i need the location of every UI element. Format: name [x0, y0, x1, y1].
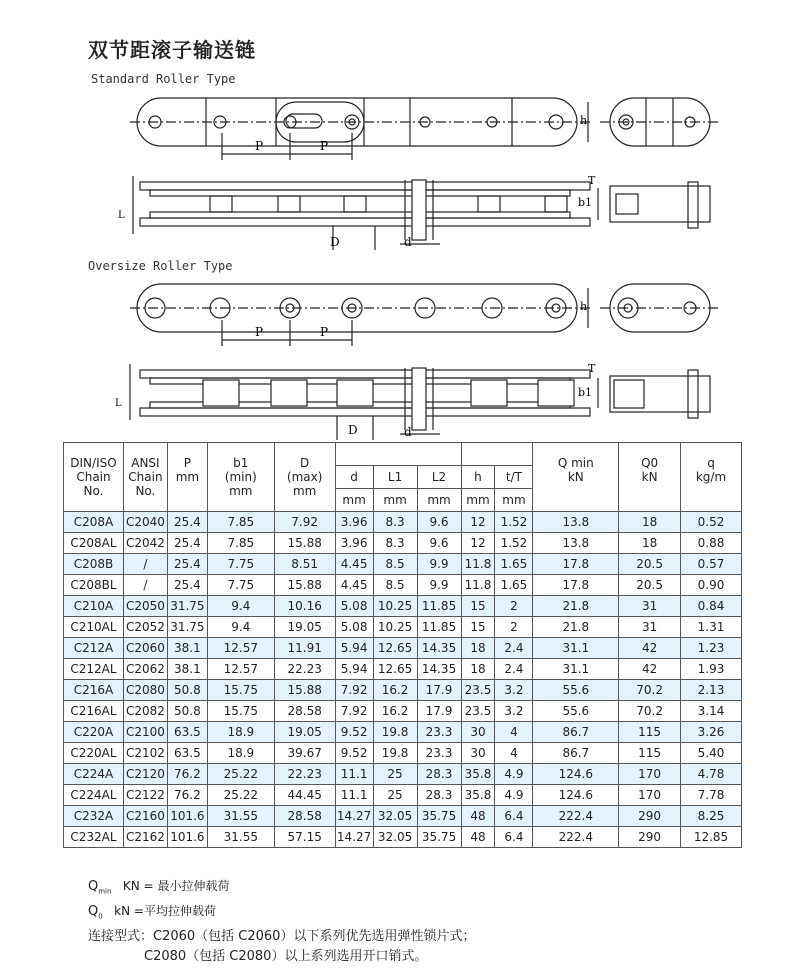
table-cell: 22.23	[274, 659, 335, 680]
table-cell: C2122	[123, 785, 167, 806]
table-cell: /	[123, 575, 167, 596]
table-cell: C224AL	[64, 785, 124, 806]
table-cell: 1.52	[495, 512, 533, 533]
table-cell: 2.13	[681, 680, 742, 701]
table-cell: C2120	[123, 764, 167, 785]
note-qmin: $Q_{min}$ KN = 最小拉伸载荷	[88, 879, 230, 896]
table-cell: 4.78	[681, 764, 742, 785]
table-cell: 31	[619, 617, 681, 638]
col-q-min: Q min kN	[533, 443, 619, 512]
col-l2: L2	[417, 466, 461, 489]
table-cell: 8.5	[373, 554, 417, 575]
table-cell: 35.8	[461, 785, 495, 806]
table-cell: 19.05	[274, 722, 335, 743]
table-cell: 101.6	[167, 827, 207, 848]
table-cell: 31	[619, 596, 681, 617]
table-cell: 9.4	[207, 596, 274, 617]
table-cell: 23.5	[461, 701, 495, 722]
table-cell: 6.4	[495, 827, 533, 848]
group-header-blank	[461, 443, 533, 466]
table-cell: 19.8	[373, 722, 417, 743]
table-cell: 19.8	[373, 743, 417, 764]
table-cell: C2060	[123, 638, 167, 659]
standard-roller-label: Standard Roller Type	[91, 72, 236, 86]
table-cell: 21.8	[533, 617, 619, 638]
table-cell: C2102	[123, 743, 167, 764]
table-cell: 50.8	[167, 701, 207, 722]
table-cell: 0.90	[681, 575, 742, 596]
table-cell: 38.1	[167, 638, 207, 659]
table-cell: 7.92	[335, 701, 373, 722]
table-cell: 8.51	[274, 554, 335, 575]
table-cell: C2040	[123, 512, 167, 533]
table-cell: 28.3	[417, 785, 461, 806]
table-cell: 7.92	[335, 680, 373, 701]
table-cell: 63.5	[167, 743, 207, 764]
note-connection-type-2: C2080（包括 C2080）以上系列选用开口销式。	[144, 948, 428, 964]
pitch-label: P	[255, 139, 264, 153]
table-cell: 28.58	[274, 806, 335, 827]
height-label: h	[580, 114, 588, 127]
table-cell: 25.22	[207, 764, 274, 785]
table-cell: 76.2	[167, 764, 207, 785]
unit-mm: mm	[335, 489, 373, 512]
table-cell: 20.5	[619, 575, 681, 596]
table-cell: 28.58	[274, 701, 335, 722]
table-row	[64, 785, 742, 806]
table-cell: 25.4	[167, 512, 207, 533]
table-cell: C2162	[123, 827, 167, 848]
table-row	[64, 617, 742, 638]
table-cell: 124.6	[533, 785, 619, 806]
unit-mm: mm	[495, 489, 533, 512]
height-label: h	[580, 300, 588, 313]
table-cell: 57.15	[274, 827, 335, 848]
table-cell: 1.93	[681, 659, 742, 680]
table-cell: 86.7	[533, 722, 619, 743]
table-cell: 32.05	[373, 827, 417, 848]
table-cell: 15.75	[207, 701, 274, 722]
col-d-max: D (max) mm	[274, 443, 335, 512]
table-cell: 5.08	[335, 596, 373, 617]
table-cell: C216AL	[64, 701, 124, 722]
table-cell: 8.3	[373, 533, 417, 554]
length-label: L	[115, 398, 122, 409]
table-cell: 20.5	[619, 554, 681, 575]
pitch-label: P	[320, 325, 329, 339]
table-cell: 16.2	[373, 701, 417, 722]
table-cell: 15.88	[274, 533, 335, 554]
col-t: t/T	[495, 466, 533, 489]
table-cell: 8.5	[373, 575, 417, 596]
table-cell: 50.8	[167, 680, 207, 701]
table-cell: 1.23	[681, 638, 742, 659]
table-cell: 18	[619, 533, 681, 554]
table-cell: 35.75	[417, 827, 461, 848]
table-cell: 7.92	[274, 512, 335, 533]
table-cell: 222.4	[533, 827, 619, 848]
pin-diameter-label: d	[404, 425, 412, 439]
table-row	[64, 806, 742, 827]
table-cell: 222.4	[533, 806, 619, 827]
table-cell: C208B	[64, 554, 124, 575]
table-cell: 7.85	[207, 533, 274, 554]
table-cell: 115	[619, 722, 681, 743]
table-cell: 4.45	[335, 554, 373, 575]
table-cell: 48	[461, 827, 495, 848]
table-cell: 101.6	[167, 806, 207, 827]
table-cell: 31.75	[167, 596, 207, 617]
table-cell: 14.35	[417, 659, 461, 680]
table-cell: 15.75	[207, 680, 274, 701]
table-cell: 1.52	[495, 533, 533, 554]
table-cell: 2	[495, 617, 533, 638]
table-cell: C2100	[123, 722, 167, 743]
roller-diameter-label: D	[330, 235, 340, 249]
table-cell: 9.4	[207, 617, 274, 638]
table-cell: 6.4	[495, 806, 533, 827]
table-cell: 32.05	[373, 806, 417, 827]
table-cell: 0.57	[681, 554, 742, 575]
table-cell: C208A	[64, 512, 124, 533]
table-cell: 17.9	[417, 680, 461, 701]
table-cell: 31.1	[533, 659, 619, 680]
table-cell: 11.1	[335, 764, 373, 785]
table-cell: 35.8	[461, 764, 495, 785]
table-cell: C212A	[64, 638, 124, 659]
table-cell: 115	[619, 743, 681, 764]
note-q0: $Q_0$ kN =平均拉伸载荷	[88, 904, 216, 921]
table-cell: 28.3	[417, 764, 461, 785]
table-cell: 5.94	[335, 659, 373, 680]
table-cell: 11.1	[335, 785, 373, 806]
table-cell: 4.45	[335, 575, 373, 596]
pitch-label: P	[320, 139, 329, 153]
table-row	[64, 764, 742, 785]
table-cell: 30	[461, 722, 495, 743]
group-header-blank	[335, 443, 461, 466]
table-cell: 1.65	[495, 554, 533, 575]
table-cell: C210A	[64, 596, 124, 617]
table-cell: C2050	[123, 596, 167, 617]
table-cell: 4	[495, 722, 533, 743]
table-cell: 290	[619, 827, 681, 848]
table-cell: 15	[461, 617, 495, 638]
note-connection-type: 连接型式：C2060（包括 C2060）以下系列优先选用弹性锁片式；	[88, 928, 476, 944]
table-cell: 12	[461, 512, 495, 533]
table-cell: 3.14	[681, 701, 742, 722]
table-row	[64, 722, 742, 743]
table-cell: 3.2	[495, 701, 533, 722]
table-row	[64, 554, 742, 575]
table-cell: C2062	[123, 659, 167, 680]
table-cell: 70.2	[619, 701, 681, 722]
col-h: h	[461, 466, 495, 489]
table-cell: 7.78	[681, 785, 742, 806]
table-cell: C220A	[64, 722, 124, 743]
table-cell: C210AL	[64, 617, 124, 638]
table-cell: C2052	[123, 617, 167, 638]
pitch-label: P	[255, 325, 264, 339]
table-cell: C232AL	[64, 827, 124, 848]
table-cell: 31.1	[533, 638, 619, 659]
width-label: b1	[578, 386, 593, 399]
oversize-side-view-drawing	[0, 276, 800, 356]
table-cell: 124.6	[533, 764, 619, 785]
table-cell: C216A	[64, 680, 124, 701]
table-cell: 9.9	[417, 554, 461, 575]
table-cell: 11.8	[461, 575, 495, 596]
table-cell: 2.4	[495, 659, 533, 680]
table-cell: 39.67	[274, 743, 335, 764]
table-cell: 14.27	[335, 827, 373, 848]
table-cell: 12.57	[207, 638, 274, 659]
notes	[88, 876, 475, 967]
table-cell: 70.2	[619, 680, 681, 701]
table-cell: 1.31	[681, 617, 742, 638]
table-cell: 2.4	[495, 638, 533, 659]
table-cell: 170	[619, 785, 681, 806]
table-cell: 25.4	[167, 575, 207, 596]
table-cell: 7.75	[207, 554, 274, 575]
table-row	[64, 512, 742, 533]
table-cell: C2042	[123, 533, 167, 554]
table-cell: 12.85	[681, 827, 742, 848]
table-cell: 10.16	[274, 596, 335, 617]
table-row	[64, 680, 742, 701]
col-q: q kg/m	[681, 443, 742, 512]
table-cell: 44.45	[274, 785, 335, 806]
pin-diameter-label: d	[404, 235, 412, 249]
table-cell: 18	[619, 512, 681, 533]
table-cell: 42	[619, 659, 681, 680]
table-row	[64, 575, 742, 596]
table-row	[64, 701, 742, 722]
table-cell: C232A	[64, 806, 124, 827]
table-cell: 290	[619, 806, 681, 827]
table-cell: 42	[619, 638, 681, 659]
unit-mm: mm	[461, 489, 495, 512]
table-cell: 35.75	[417, 806, 461, 827]
table-cell: 7.75	[207, 575, 274, 596]
table-cell: 12.65	[373, 638, 417, 659]
table-cell: 0.88	[681, 533, 742, 554]
table-cell: 5.40	[681, 743, 742, 764]
thickness-label: T	[588, 362, 596, 375]
table-cell: 9.6	[417, 512, 461, 533]
table-cell: 9.6	[417, 533, 461, 554]
table-cell: 48	[461, 806, 495, 827]
unit-mm: mm	[373, 489, 417, 512]
table-cell: C212AL	[64, 659, 124, 680]
table-cell: 18.9	[207, 722, 274, 743]
table-cell: 23.3	[417, 722, 461, 743]
table-row	[64, 596, 742, 617]
col-p: P mm	[167, 443, 207, 512]
table-cell: 18	[461, 638, 495, 659]
table-cell: 12.57	[207, 659, 274, 680]
standard-top-view-drawing	[0, 168, 800, 253]
table-cell: C208AL	[64, 533, 124, 554]
table-cell: 38.1	[167, 659, 207, 680]
table-cell: 19.05	[274, 617, 335, 638]
table-cell: 17.9	[417, 701, 461, 722]
col-ansi: ANSI Chain No.	[123, 443, 167, 512]
table-cell: 4.9	[495, 764, 533, 785]
col-q0: Q0 kN	[619, 443, 681, 512]
table-cell: 23.3	[417, 743, 461, 764]
table-cell: 14.27	[335, 806, 373, 827]
standard-side-view-drawing	[0, 88, 800, 168]
roller-diameter-label: D	[348, 423, 358, 437]
table-row	[64, 659, 742, 680]
table-cell: 15	[461, 596, 495, 617]
spec-table	[63, 442, 742, 848]
table-row	[64, 743, 742, 764]
table-cell: 1.65	[495, 575, 533, 596]
table-cell: 30	[461, 743, 495, 764]
table-cell: 31.55	[207, 806, 274, 827]
table-row	[64, 827, 742, 848]
table-cell: 0.84	[681, 596, 742, 617]
table-cell: 31.75	[167, 617, 207, 638]
width-label: b1	[578, 196, 593, 209]
table-cell: 3.96	[335, 533, 373, 554]
table-cell: 12.65	[373, 659, 417, 680]
table-cell: C220AL	[64, 743, 124, 764]
table-cell: 17.8	[533, 554, 619, 575]
table-cell: 15.88	[274, 575, 335, 596]
table-cell: 25.22	[207, 785, 274, 806]
table-cell: 9.52	[335, 722, 373, 743]
table-cell: 86.7	[533, 743, 619, 764]
table-cell: /	[123, 554, 167, 575]
table-cell: 55.6	[533, 680, 619, 701]
table-cell: 13.8	[533, 512, 619, 533]
table-cell: C2160	[123, 806, 167, 827]
table-cell: 25.4	[167, 554, 207, 575]
unit-mm: mm	[417, 489, 461, 512]
table-cell: 18	[461, 659, 495, 680]
table-cell: C2080	[123, 680, 167, 701]
col-d: d	[335, 466, 373, 489]
table-cell: 18.9	[207, 743, 274, 764]
page-title: 双节距滚子输送链	[88, 38, 256, 62]
table-cell: 21.8	[533, 596, 619, 617]
table-cell: 10.25	[373, 617, 417, 638]
table-cell: 14.35	[417, 638, 461, 659]
table-cell: 16.2	[373, 680, 417, 701]
table-cell: 10.25	[373, 596, 417, 617]
table-cell: 9.52	[335, 743, 373, 764]
table-cell: C224A	[64, 764, 124, 785]
table-cell: 76.2	[167, 785, 207, 806]
table-cell: C2082	[123, 701, 167, 722]
table-cell: 7.85	[207, 512, 274, 533]
table-cell: 0.52	[681, 512, 742, 533]
table-cell: 17.8	[533, 575, 619, 596]
table-row	[64, 638, 742, 659]
table-cell: 55.6	[533, 701, 619, 722]
table-cell: 23.5	[461, 680, 495, 701]
table-cell: C208BL	[64, 575, 124, 596]
table-cell: 3.26	[681, 722, 742, 743]
table-cell: 25	[373, 785, 417, 806]
table-cell: 8.25	[681, 806, 742, 827]
table-cell: 11.85	[417, 617, 461, 638]
table-cell: 15.88	[274, 680, 335, 701]
length-label: L	[118, 210, 125, 221]
table-cell: 12	[461, 533, 495, 554]
table-cell: 8.3	[373, 512, 417, 533]
table-cell: 11.91	[274, 638, 335, 659]
table-cell: 3.2	[495, 680, 533, 701]
col-b1: b1 (min) mm	[207, 443, 274, 512]
thickness-label: T	[588, 174, 596, 187]
col-din-iso: DIN/ISO Chain No.	[64, 443, 124, 512]
table-cell: 11.8	[461, 554, 495, 575]
table-cell: 25.4	[167, 533, 207, 554]
table-cell: 31.55	[207, 827, 274, 848]
col-l1: L1	[373, 466, 417, 489]
table-cell: 4.9	[495, 785, 533, 806]
table-cell: 11.85	[417, 596, 461, 617]
table-cell: 5.94	[335, 638, 373, 659]
table-cell: 25	[373, 764, 417, 785]
oversize-top-view-drawing	[0, 356, 800, 442]
table-row	[64, 533, 742, 554]
table-cell: 3.96	[335, 512, 373, 533]
table-cell: 5.08	[335, 617, 373, 638]
table-cell: 63.5	[167, 722, 207, 743]
table-cell: 9.9	[417, 575, 461, 596]
table-cell: 170	[619, 764, 681, 785]
table-cell: 13.8	[533, 533, 619, 554]
oversize-roller-label: Oversize Roller Type	[88, 259, 233, 273]
table-cell: 4	[495, 743, 533, 764]
table-cell: 22.23	[274, 764, 335, 785]
table-cell: 2	[495, 596, 533, 617]
